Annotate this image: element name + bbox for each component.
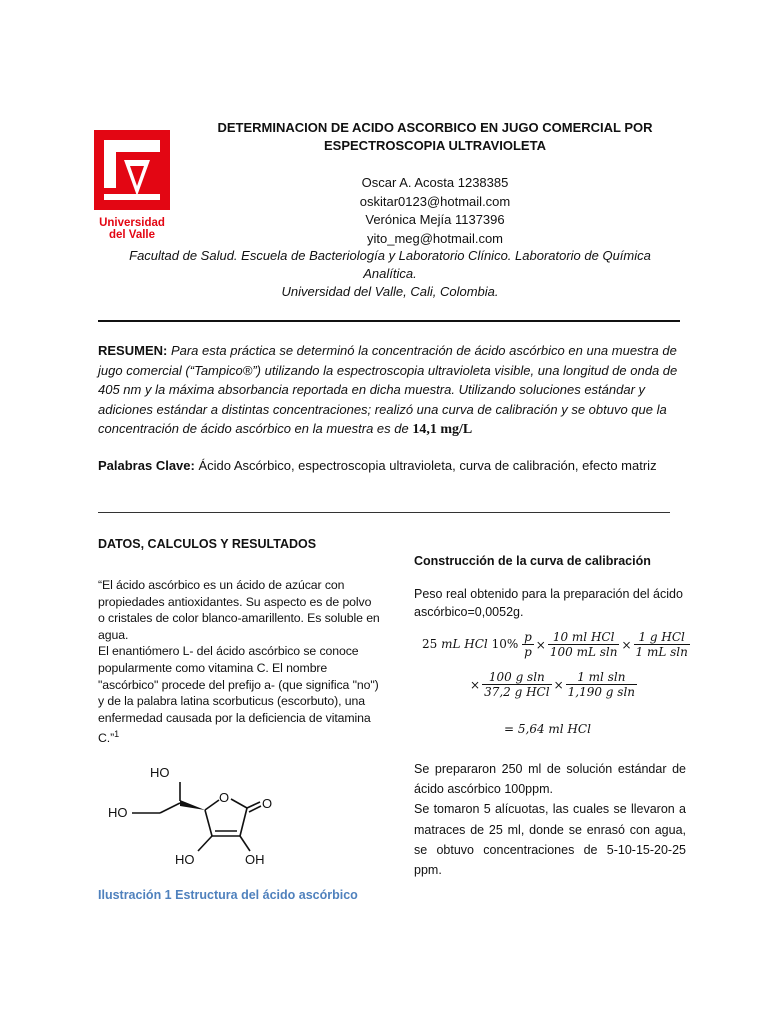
mol-ho-top: HO [150, 765, 170, 780]
affiliation-line2: Analítica. [363, 266, 417, 281]
author-name-1: Oscar A. Acosta 1238385 [361, 175, 509, 190]
eq-lead: 25 [422, 637, 438, 651]
eq-f3-den: 1 mL sln [635, 645, 688, 659]
eq-times-3: × [470, 677, 481, 692]
abstract [98, 341, 680, 440]
author-email-1: oskitar0123@hotmail.com [359, 193, 511, 209]
equation-row-1 [422, 630, 690, 659]
mol-ho-left: HO [108, 805, 128, 820]
eq-f1-den: p [524, 645, 532, 659]
results-heading: DATOS, CALCULOS Y RESULTADOS [98, 537, 317, 551]
procedure-paragraph-1: Se prepararon 250 ml de solución estándar de ácido ascórbico 100ppm. [414, 762, 686, 797]
mol-oh-bottom: OH [245, 852, 265, 867]
eq-f5-num: 1 ml sln [566, 670, 637, 685]
eq-fraction-4 [482, 670, 552, 699]
eq-f5-den: 1,190 g sln [567, 685, 636, 699]
author-name-2: Verónica Mejía 1137396 [365, 212, 505, 227]
eq-times-1: × [535, 637, 546, 652]
quote-paragraph-2-text: El enantiómero L- del ácido ascórbico se conoce popularmente como vitamina C. El nombre "ascórbico" procede del prefijo a- (que significa "no") y de la palabra latina scorbuticus (escorbuto), una enfermedad causada por la deficiencia de vitamina C.” [98, 644, 379, 746]
logo-text [94, 217, 170, 241]
logo-text-line1: Universidad [99, 217, 165, 229]
logo-text-line2: del Valle [108, 229, 156, 241]
affiliation-line1: Facultad de Salud. Escuela de Bacteriología y Laboratorio Clínico. Laboratorio de Química [129, 248, 651, 263]
ascorbic-quote [98, 577, 380, 747]
keywords-label: Palabras Clave: [98, 458, 195, 473]
eq-f3-num: 1 g HCl [634, 630, 690, 645]
author-block [200, 174, 670, 248]
mol-ho-bottom: HO [175, 852, 195, 867]
calibration-heading: Construcción de la curva de calibración [414, 554, 651, 568]
university-logo [94, 130, 170, 241]
title-line1: DETERMINACION DE ACIDO ASCORBICO EN JUGO COMERCIAL POR [217, 120, 653, 135]
abstract-label: RESUMEN: [98, 343, 168, 358]
paper-title [200, 119, 670, 155]
eq-fraction-2 [548, 630, 620, 659]
eq-times-4: × [553, 677, 564, 692]
mol-o-keto: O [262, 796, 273, 811]
procedure-paragraph-2: Se tomaron 5 alícuotas, las cuales se llevaron a matraces de 25 ml, donde se enrasó con agua, se obtuvo concentraciones de 5-10-15-20-25 ppm. [414, 802, 686, 878]
molecule-structure-icon [100, 758, 290, 878]
title-line2: ESPECTROSCOPIA ULTRAVIOLETA [324, 138, 546, 153]
keywords-divider [98, 512, 670, 513]
quote-paragraph-2 [98, 643, 380, 747]
dilution-equation [414, 630, 686, 750]
procedure-text [414, 759, 686, 880]
peso-text: Peso real obtenido para la preparación del ácido ascórbico=0,0052g. [414, 587, 683, 619]
eq-f4-num: 100 g sln [482, 670, 552, 685]
abstract-concentration: 14,1 mg/L [412, 422, 473, 437]
univalle-emblem-icon [94, 130, 170, 210]
affiliation-line3: Universidad del Valle, Cali, Colombia. [281, 284, 499, 299]
eq-lead-unit: mL HCl [441, 637, 488, 651]
mol-o-ring: O [219, 790, 230, 805]
eq-fraction-1 [522, 630, 534, 659]
eq-f4-den: 37,2 g HCl [484, 685, 550, 699]
quote-paragraph-1: “El ácido ascórbico es un ácido de azúcar con propiedades antioxidantes. Su aspecto es de polvo o cristales de color blanco-amarillento. Es soluble en agua. [98, 578, 380, 642]
equation-result: = 5,64 ml HCl [504, 722, 591, 736]
abstract-text: Para esta práctica se determinó la concentración de ácido ascórbico en una muestra de jugo comercial (“Tampico®”) utilizando la espectroscopia ultravioleta visible, una longitud de onda de 405 nm y la máxima absorbancia reportada en dicha muestra. Utilizando soluciones estándar y adiciones estándar a distintas concentraciones; realizó una curva de calibración y se obtuvo que la concentración de ácido ascórbico en la muestra es de [98, 343, 678, 436]
eq-fraction-5 [566, 670, 637, 699]
header-divider [98, 320, 680, 322]
footnote-mark: 1 [114, 729, 119, 740]
affiliation [100, 247, 680, 301]
eq-fraction-3 [634, 630, 690, 659]
ascorbic-acid-structure [100, 758, 290, 878]
author-email-2: yito_meg@hotmail.com [366, 230, 504, 246]
keywords-text: Ácido Ascórbico, espectroscopia ultravioleta, curva de calibración, efecto matriz [194, 458, 657, 473]
equation-row-2 [468, 670, 637, 699]
eq-times-2: × [621, 637, 632, 652]
eq-f2-num: 10 ml HCl [548, 630, 620, 645]
eq-f1-num: p [524, 630, 532, 644]
eq-percent: 10% [491, 637, 519, 651]
eq-f2-den: 100 mL sln [549, 645, 618, 659]
keywords [98, 455, 680, 476]
figure-caption: Ilustración 1 Estructura del ácido ascórbico [98, 888, 358, 902]
